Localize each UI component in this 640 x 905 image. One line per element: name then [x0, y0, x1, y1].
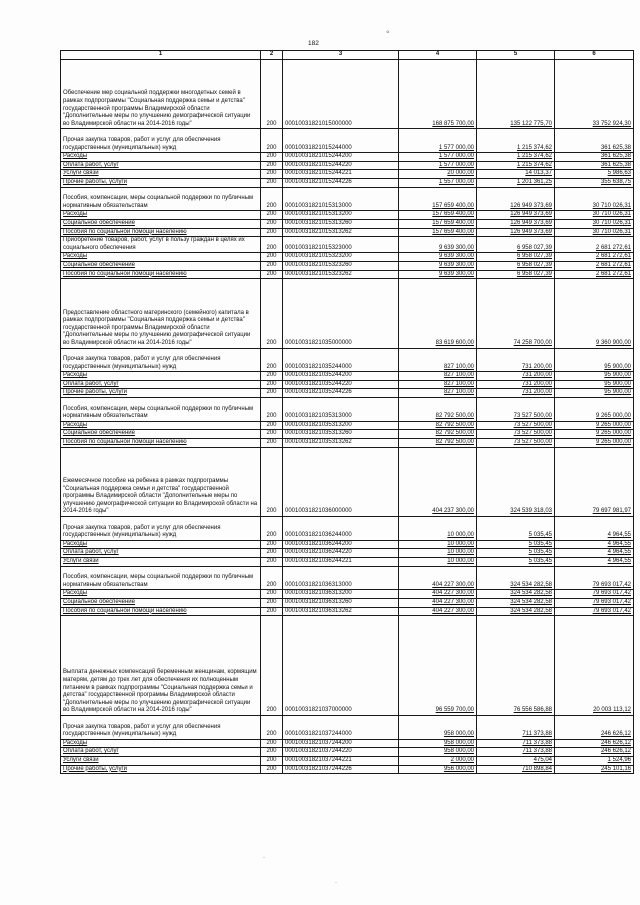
row-value-cell: 126 949 373,69 [477, 219, 555, 228]
row-code-cell: 200 [261, 756, 283, 765]
table-body [61, 51, 634, 774]
row-value-cell: 711 373,88 [477, 716, 555, 740]
row-value-cell: 9 265 000,00 [555, 421, 634, 430]
row-csr-cell: 00010031821036244200 [283, 540, 399, 549]
table-row [61, 517, 634, 541]
row-value-cell: 5 035,45 [477, 517, 555, 541]
row-csr-cell: 00010031821036313262 [283, 607, 399, 616]
row-value-cell: 9 639 300,00 [399, 270, 477, 279]
row-value-cell: 361 625,38 [555, 129, 634, 153]
row-csr-cell: 00010031821015323200 [283, 253, 399, 262]
row-code-cell: 200 [261, 372, 283, 381]
row-value-cell: 168 875 700,00 [399, 60, 477, 129]
row-name-cell: Социальное обеспечение [61, 430, 261, 439]
row-code-cell: 200 [261, 253, 283, 262]
row-csr-cell: 00010031821036244220 [283, 549, 399, 558]
row-value-cell: 958 000,00 [399, 739, 477, 748]
row-value-cell: 82 792 500,00 [399, 421, 477, 430]
row-value-cell: 83 619 600,00 [399, 279, 477, 348]
row-value-cell: 324 539 318,03 [477, 447, 555, 516]
row-value-cell: 10 000,00 [399, 517, 477, 541]
row-csr-cell: 00010031821037244226 [283, 765, 399, 774]
row-name-cell: Обеспечение мер социальной поддержки многодетных семей в рамках подпрограммы "Социальная поддержка семьи и детства" государственной программы Владимирской области "Дополнительные меры по улучшению демографической ситуации во Владимирской области на 2014-2016 годы" [61, 60, 261, 129]
row-csr-cell: 00010031821015313260 [283, 219, 399, 228]
row-name-cell: Расходы [61, 590, 261, 599]
row-code-cell: 200 [261, 599, 283, 608]
row-csr-cell: 00010031821037244000 [283, 716, 399, 740]
row-name-cell: Расходы [61, 211, 261, 220]
row-csr-cell: 00010031821036244000 [283, 517, 399, 541]
row-value-cell: 4 964,55 [555, 540, 634, 549]
row-code-cell: 200 [261, 748, 283, 757]
table-row [61, 439, 634, 448]
row-value-cell: 404 227 300,00 [399, 599, 477, 608]
table-row [61, 348, 634, 372]
table-row [61, 253, 634, 262]
row-value-cell: 82 792 500,00 [399, 398, 477, 422]
row-value-cell: 324 534 282,58 [477, 590, 555, 599]
row-name-cell: Услуги связи [61, 756, 261, 765]
row-value-cell: 324 534 282,58 [477, 599, 555, 608]
row-code-cell: 200 [261, 270, 283, 279]
table-row [61, 421, 634, 430]
row-code-cell: 200 [261, 421, 283, 430]
row-name-cell: Прочие работы, услуги [61, 765, 261, 774]
row-csr-cell: 00010031821015323000 [283, 237, 399, 253]
row-code-cell: 200 [261, 60, 283, 129]
row-value-cell: 76 556 586,88 [477, 616, 555, 716]
header-cell: 1 [61, 51, 261, 60]
table-row [61, 187, 634, 211]
row-value-cell: 2 681 272,61 [555, 253, 634, 262]
row-value-cell: 324 534 282,58 [477, 566, 555, 590]
row-code-cell: 200 [261, 739, 283, 748]
row-value-cell: 82 792 500,00 [399, 439, 477, 448]
row-name-cell: Расходы [61, 153, 261, 162]
table-row [61, 380, 634, 389]
table-row [61, 739, 634, 748]
row-csr-cell: 00010031821035313262 [283, 439, 399, 448]
row-value-cell: 82 792 500,00 [399, 430, 477, 439]
row-value-cell: 30 710 026,31 [555, 187, 634, 211]
row-value-cell: 475,04 [477, 756, 555, 765]
row-value-cell: 6 958 027,39 [477, 270, 555, 279]
row-csr-cell: 00010031821015244200 [283, 153, 399, 162]
row-value-cell: 956 000,00 [399, 765, 477, 774]
row-value-cell: 74 258 700,00 [477, 279, 555, 348]
row-value-cell: 96 559 700,00 [399, 616, 477, 716]
row-name-cell: Пособия по социальной помощи населению [61, 228, 261, 237]
row-value-cell: 157 659 400,00 [399, 219, 477, 228]
row-value-cell: 827 100,00 [399, 389, 477, 398]
table-row [61, 558, 634, 567]
table-row [61, 228, 634, 237]
row-value-cell: 6 958 027,39 [477, 253, 555, 262]
table-row [61, 398, 634, 422]
row-value-cell: 711 373,88 [477, 739, 555, 748]
table-row [61, 237, 634, 253]
row-name-cell: Услуги связи [61, 170, 261, 179]
row-name-cell: Оплата работ, услуг [61, 748, 261, 757]
table-row [61, 178, 634, 187]
row-code-cell: 200 [261, 398, 283, 422]
row-value-cell: 30 710 026,31 [555, 211, 634, 220]
row-csr-cell: 00010031821015244221 [283, 170, 399, 179]
row-value-cell: 79 693 017,42 [555, 607, 634, 616]
table-row [61, 270, 634, 279]
row-value-cell: 245 101,16 [555, 765, 634, 774]
row-value-cell: 157 659 400,00 [399, 211, 477, 220]
row-value-cell: 5 035,45 [477, 558, 555, 567]
row-value-cell: 827 100,00 [399, 380, 477, 389]
row-code-cell: 200 [261, 380, 283, 389]
row-csr-cell: 00010031821036313000 [283, 566, 399, 590]
row-csr-cell: 00010031821015313200 [283, 211, 399, 220]
row-csr-cell: 00010031821015323260 [283, 261, 399, 270]
row-value-cell: 5 986,63 [555, 170, 634, 179]
row-code-cell: 200 [261, 261, 283, 270]
table-row [61, 447, 634, 516]
row-value-cell: 1 215 374,62 [477, 129, 555, 153]
row-name-cell: Ежемесячное пособие на ребенка в рамках подпрограммы "Социальная поддержка семьи и детства" государственной программы Владимирской области "Дополнительные меры по улучшению демографической ситуации во Владимирской области на 2014-2016 годы" [61, 447, 261, 516]
row-value-cell: 30 710 026,31 [555, 219, 634, 228]
table-row [61, 279, 634, 348]
row-value-cell: 157 659 400,00 [399, 228, 477, 237]
table-row [61, 566, 634, 590]
header-cell: 6 [555, 51, 634, 60]
scan-mark: ° [386, 29, 390, 39]
row-value-cell: 5 035,45 [477, 540, 555, 549]
row-csr-cell: 00010031821036244221 [283, 558, 399, 567]
row-csr-cell: 00010031821036000000 [283, 447, 399, 516]
row-name-cell: Пособия по социальной помощи населению [61, 607, 261, 616]
row-name-cell: Прочая закупка товаров, работ и услуг для обеспечения государственных (муниципальных) нужд [61, 716, 261, 740]
scan-mark: · [335, 880, 337, 886]
row-name-cell: Оплата работ, услуг [61, 380, 261, 389]
row-name-cell: Расходы [61, 421, 261, 430]
row-code-cell: 200 [261, 607, 283, 616]
table-row [61, 153, 634, 162]
row-value-cell: 9 265 000,00 [555, 439, 634, 448]
header-cell: 3 [283, 51, 399, 60]
row-value-cell: 10 000,00 [399, 549, 477, 558]
table-row [61, 590, 634, 599]
header-cell: 4 [399, 51, 477, 60]
row-name-cell: Социальное обеспечение [61, 219, 261, 228]
row-value-cell: 9 265 000,00 [555, 430, 634, 439]
row-value-cell: 246 626,12 [555, 748, 634, 757]
row-value-cell: 2 681 272,61 [555, 270, 634, 279]
table-row [61, 540, 634, 549]
row-value-cell: 731 200,00 [477, 380, 555, 389]
row-value-cell: 14 013,37 [477, 170, 555, 179]
table-row [61, 756, 634, 765]
row-value-cell: 20 003 113,12 [555, 616, 634, 716]
row-value-cell: 324 534 282,58 [477, 607, 555, 616]
row-csr-cell: 00010031821035313000 [283, 398, 399, 422]
row-value-cell: 9 639 300,00 [399, 253, 477, 262]
row-code-cell: 200 [261, 187, 283, 211]
row-value-cell: 1 201 361,25 [477, 178, 555, 187]
row-name-cell: Расходы [61, 739, 261, 748]
row-code-cell: 200 [261, 237, 283, 253]
row-code-cell: 200 [261, 153, 283, 162]
row-csr-cell: 00010031821037244220 [283, 748, 399, 757]
row-name-cell: Пособия, компенсации, меры социальной поддержки по публичным нормативным обязательствам [61, 566, 261, 590]
row-name-cell: Расходы [61, 253, 261, 262]
row-value-cell: 9 639 300,00 [399, 261, 477, 270]
row-code-cell: 200 [261, 540, 283, 549]
row-code-cell: 200 [261, 447, 283, 516]
row-value-cell: 361 625,38 [555, 161, 634, 170]
row-value-cell: 10 000,00 [399, 540, 477, 549]
row-value-cell: 10 000,00 [399, 558, 477, 567]
row-value-cell: 73 527 500,00 [477, 398, 555, 422]
row-code-cell: 200 [261, 439, 283, 448]
row-value-cell: 30 710 026,31 [555, 228, 634, 237]
row-value-cell: 246 626,12 [555, 739, 634, 748]
row-csr-cell: 00010031821015313000 [283, 187, 399, 211]
row-csr-cell: 00010031821037000000 [283, 616, 399, 716]
row-name-cell: Приобретение товаров, работ, услуг в пользу граждан в целях их социального обеспечения [61, 237, 261, 253]
row-code-cell: 200 [261, 348, 283, 372]
row-code-cell: 200 [261, 430, 283, 439]
row-value-cell: 1 215 374,62 [477, 161, 555, 170]
table-row [61, 211, 634, 220]
row-name-cell: Услуги связи [61, 558, 261, 567]
row-value-cell: 20 000,00 [399, 170, 477, 179]
table-row [61, 161, 634, 170]
row-name-cell: Расходы [61, 372, 261, 381]
table-row [61, 430, 634, 439]
row-value-cell: 5 035,45 [477, 549, 555, 558]
row-code-cell: 200 [261, 517, 283, 541]
row-value-cell: 404 227 300,00 [399, 607, 477, 616]
row-code-cell: 200 [261, 279, 283, 348]
row-value-cell: 33 752 924,30 [555, 60, 634, 129]
row-name-cell: Прочие работы, услуги [61, 389, 261, 398]
row-value-cell: 95 900,00 [555, 389, 634, 398]
row-csr-cell: 00010031821015000000 [283, 60, 399, 129]
row-name-cell: Прочие работы, услуги [61, 178, 261, 187]
table-row [61, 389, 634, 398]
row-value-cell: 711 373,88 [477, 748, 555, 757]
row-code-cell: 200 [261, 765, 283, 774]
row-value-cell: 79 693 017,42 [555, 566, 634, 590]
page-number: 182 [308, 40, 319, 47]
row-value-cell: 79 693 017,42 [555, 599, 634, 608]
table-row [61, 219, 634, 228]
row-value-cell: 731 200,00 [477, 372, 555, 381]
row-value-cell: 1 524,96 [555, 756, 634, 765]
row-value-cell: 79 697 981,97 [555, 447, 634, 516]
row-value-cell: 9 639 300,00 [399, 237, 477, 253]
row-code-cell: 200 [261, 178, 283, 187]
row-value-cell: 1 557 000,00 [399, 178, 477, 187]
row-csr-cell: 00010031821015244220 [283, 161, 399, 170]
row-value-cell: 355 638,75 [555, 178, 634, 187]
row-value-cell: 1 577 000,00 [399, 129, 477, 153]
row-value-cell: 731 200,00 [477, 348, 555, 372]
table-row [61, 372, 634, 381]
row-csr-cell: 00010031821036313200 [283, 590, 399, 599]
row-value-cell: 2 681 272,61 [555, 261, 634, 270]
row-value-cell: 126 949 373,69 [477, 211, 555, 220]
row-name-cell: Социальное обеспечение [61, 599, 261, 608]
row-csr-cell: 00010031821035244226 [283, 389, 399, 398]
row-name-cell: Прочая закупка товаров, работ и услуг для обеспечения государственных (муниципальных) нужд [61, 348, 261, 372]
row-csr-cell: 00010031821035313200 [283, 421, 399, 430]
table-row [61, 549, 634, 558]
row-code-cell: 200 [261, 170, 283, 179]
row-code-cell: 200 [261, 161, 283, 170]
row-csr-cell: 00010031821035313260 [283, 430, 399, 439]
row-value-cell: 135 122 775,70 [477, 60, 555, 129]
row-value-cell: 1 215 374,62 [477, 153, 555, 162]
table-row [61, 616, 634, 716]
row-code-cell: 200 [261, 219, 283, 228]
row-name-cell: Оплата работ, услуг [61, 549, 261, 558]
row-code-cell: 200 [261, 211, 283, 220]
table-row [61, 170, 634, 179]
row-value-cell: 827 100,00 [399, 348, 477, 372]
row-value-cell: 958 000,00 [399, 716, 477, 740]
row-value-cell: 4 964,55 [555, 517, 634, 541]
row-code-cell: 200 [261, 549, 283, 558]
row-value-cell: 9 360 900,00 [555, 279, 634, 348]
row-value-cell: 1 577 000,00 [399, 153, 477, 162]
table-row [61, 129, 634, 153]
row-value-cell: 126 949 373,69 [477, 187, 555, 211]
row-csr-cell: 00010031821015323262 [283, 270, 399, 279]
row-value-cell: 827 100,00 [399, 372, 477, 381]
row-name-cell: Оплата работ, услуг [61, 161, 261, 170]
row-name-cell: Пособия по социальной помощи населению [61, 439, 261, 448]
table-row [61, 716, 634, 740]
table-row [61, 599, 634, 608]
row-code-cell: 200 [261, 616, 283, 716]
scan-mark: · [263, 855, 265, 861]
row-value-cell: 73 527 500,00 [477, 439, 555, 448]
row-value-cell: 404 227 300,00 [399, 590, 477, 599]
row-code-cell: 200 [261, 566, 283, 590]
row-name-cell: Прочая закупка товаров, работ и услуг для обеспечения государственных (муниципальных) нужд [61, 517, 261, 541]
row-csr-cell: 00010031821015244000 [283, 129, 399, 153]
row-csr-cell: 00010031821035244000 [283, 348, 399, 372]
row-value-cell: 2 681 272,61 [555, 237, 634, 253]
row-value-cell: 126 949 373,69 [477, 228, 555, 237]
row-name-cell: Предоставление областного материнского (семейного) капитала в рамках подпрограммы "Социальная поддержка семьи и детства" государственной программы Владимирской области "Дополнительные меры по улучшению демографической ситуации во Владимирской области на 2014-2016 годы" [61, 279, 261, 348]
row-value-cell: 1 577 000,00 [399, 161, 477, 170]
row-value-cell: 404 237 300,00 [399, 447, 477, 516]
row-value-cell: 731 200,00 [477, 389, 555, 398]
row-name-cell: Пособия по социальной помощи населению [61, 270, 261, 279]
row-code-cell: 200 [261, 716, 283, 740]
row-name-cell: Социальное обеспечение [61, 261, 261, 270]
row-value-cell: 958 000,00 [399, 748, 477, 757]
row-name-cell: Пособия, компенсации, меры социальной поддержки по публичным нормативным обязательствам [61, 398, 261, 422]
table-row [61, 60, 634, 129]
row-value-cell: 9 265 000,00 [555, 398, 634, 422]
row-value-cell: 157 659 400,00 [399, 187, 477, 211]
row-code-cell: 200 [261, 558, 283, 567]
row-code-cell: 200 [261, 228, 283, 237]
row-csr-cell: 00010031821015244226 [283, 178, 399, 187]
header-row [61, 51, 634, 60]
row-code-cell: 200 [261, 389, 283, 398]
row-value-cell: 79 693 017,42 [555, 590, 634, 599]
row-value-cell: 95 900,00 [555, 372, 634, 381]
row-value-cell: 4 964,55 [555, 549, 634, 558]
row-csr-cell: 00010031821035000000 [283, 279, 399, 348]
table-row [61, 748, 634, 757]
table-row [61, 765, 634, 774]
row-csr-cell: 00010031821035244200 [283, 372, 399, 381]
row-name-cell: Пособия, компенсации, меры социальной поддержки по публичным нормативным обязательствам [61, 187, 261, 211]
row-csr-cell: 00010031821037244200 [283, 739, 399, 748]
row-value-cell: 95 900,00 [555, 348, 634, 372]
row-code-cell: 200 [261, 129, 283, 153]
row-value-cell: 6 958 027,39 [477, 237, 555, 253]
row-value-cell: 73 527 500,00 [477, 421, 555, 430]
row-name-cell: Прочая закупка товаров, работ и услуг для обеспечения государственных (муниципальных) нужд [61, 129, 261, 153]
row-value-cell: 4 964,55 [555, 558, 634, 567]
row-value-cell: 73 527 500,00 [477, 430, 555, 439]
row-value-cell: 95 900,00 [555, 380, 634, 389]
row-csr-cell: 00010031821035244220 [283, 380, 399, 389]
row-csr-cell: 00010031821037244221 [283, 756, 399, 765]
row-value-cell: 361 625,38 [555, 153, 634, 162]
row-csr-cell: 00010031821036313260 [283, 599, 399, 608]
row-csr-cell: 00010031821015313262 [283, 228, 399, 237]
row-name-cell: Выплата денежных компенсаций беременным женщинам, кормящим матерям, детям до трех лет для обеспечения их полноценным питанием в рамках подпрограммы "Социальная поддержка семьи и детства" государственной программы Владимирской области "Дополнительные меры по улучшению демографической ситуации во Владимирской области на 2014-2016 годы" [61, 616, 261, 716]
table-row [61, 607, 634, 616]
budget-table [60, 50, 634, 774]
row-name-cell: Расходы [61, 540, 261, 549]
table-row [61, 261, 634, 270]
row-value-cell: 246 626,12 [555, 716, 634, 740]
row-code-cell: 200 [261, 590, 283, 599]
row-value-cell: 710 898,84 [477, 765, 555, 774]
row-value-cell: 404 227 300,00 [399, 566, 477, 590]
header-cell: 2 [261, 51, 283, 60]
header-cell: 5 [477, 51, 555, 60]
row-value-cell: 2 000,00 [399, 756, 477, 765]
row-value-cell: 6 958 027,39 [477, 261, 555, 270]
